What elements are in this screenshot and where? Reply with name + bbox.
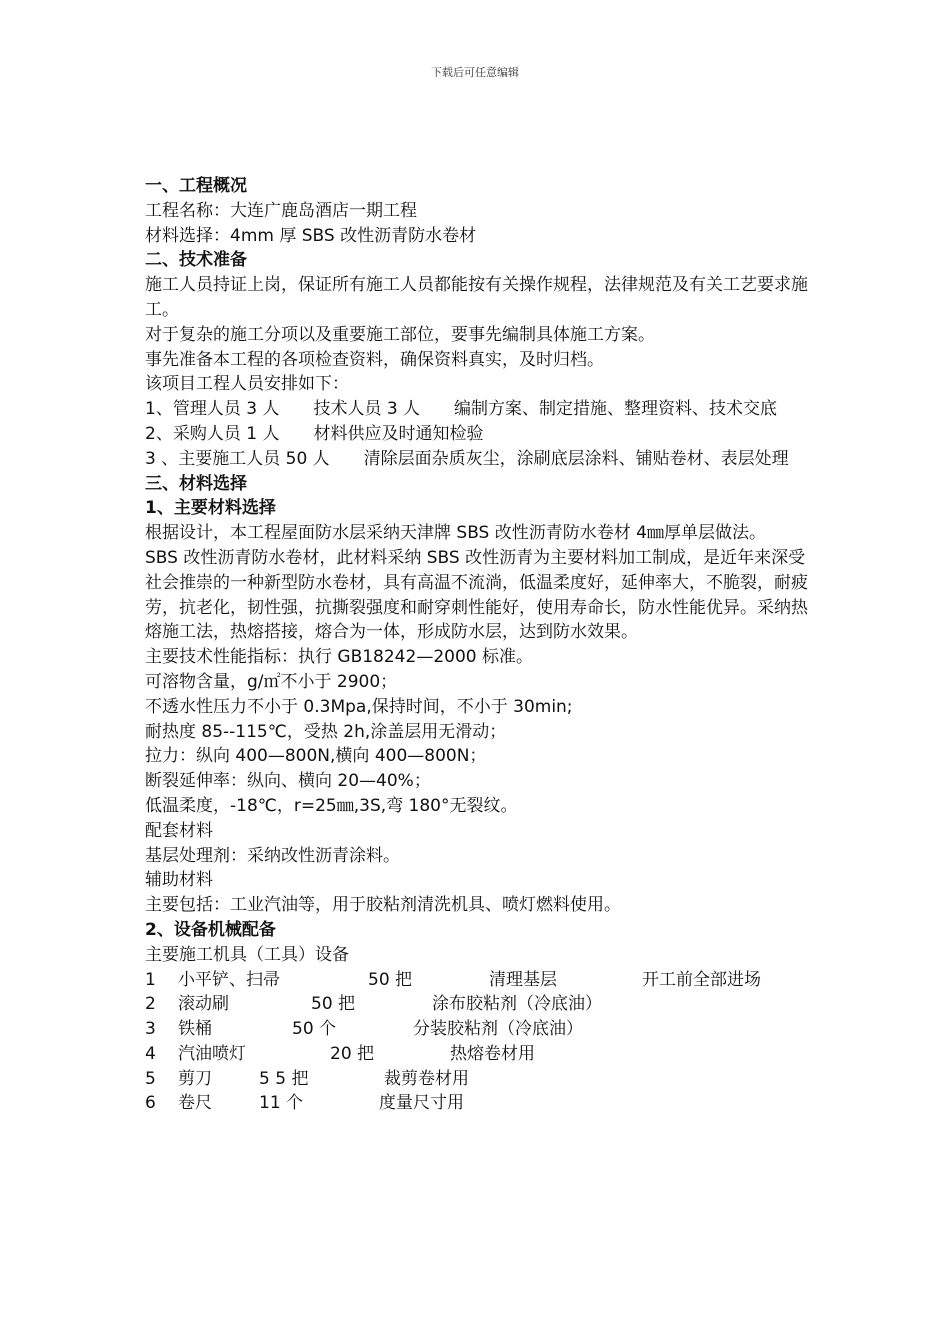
equipment-qty: 50 个 bbox=[292, 1019, 337, 1040]
equipment-qty: 50 把 bbox=[311, 994, 356, 1015]
equipment-no: 4 bbox=[145, 1043, 156, 1064]
spec-item: 拉力：纵向 400—800N,横向 400—800N； bbox=[145, 746, 487, 767]
paragraph: 事先准备本工程的各项检查资料，确保资料真实，及时归档。 bbox=[145, 349, 604, 370]
paragraph: 配套材料 bbox=[145, 820, 213, 841]
equipment-qty: 20 把 bbox=[330, 1043, 375, 1064]
spec-item: 不透水性压力不小于 0.3Mpa,保持时间，不小于 30min; bbox=[145, 696, 573, 717]
equipment-name: 铁桶 bbox=[178, 1019, 212, 1040]
staff-item: 1、管理人员 3 人 技术人员 3 人 编制方案、制定措施、整理资料、技术交底 bbox=[145, 399, 778, 420]
project-name: 工程名称：大连广鹿岛酒店一期工程 bbox=[145, 200, 417, 221]
paragraph: SBS 改性沥青防水卷材，此材料采纳 SBS 改性沥青为主要材料加工制成，是近年来深受社会推崇的一种新型防水卷材，具有高温不流淌，低温柔度好，延伸率大，不脆裂，耐疲劳，抗老化，韧性强，抗撕裂强度和耐穿刺性能好，使用寿命长，防水性能优异。采纳热熔施工法，热熔搭接，熔合为一体，形成防水层，达到防水效果。 bbox=[145, 547, 808, 643]
spec-item: 耐热度 85--115℃，受热 2h,涂盖层用无滑动； bbox=[145, 721, 507, 742]
paragraph: 主要施工机具（工具）设备 bbox=[145, 944, 349, 965]
section-heading-overview: 一、工程概况 bbox=[145, 176, 247, 196]
equipment-row bbox=[145, 968, 810, 993]
equipment-use: 分装胶粘剂（冷底油） bbox=[413, 1019, 583, 1040]
equipment-qty: 50 把 bbox=[368, 969, 413, 990]
equipment-row bbox=[145, 1067, 810, 1092]
staff-item: 2、采购人员 1 人 材料供应及时通知检验 bbox=[145, 423, 484, 444]
paragraph: 对于复杂的施工分项以及重要施工部位，要事先编制具体施工方案。 bbox=[145, 324, 655, 345]
equipment-use: 清理基层 bbox=[489, 969, 557, 990]
subheading-main-materials: 1、主要材料选择 bbox=[145, 498, 276, 519]
equipment-no: 5 bbox=[145, 1068, 156, 1089]
spec-item: 可溶物含量，g/㎡不小于 2900； bbox=[145, 671, 398, 692]
equipment-qty: 5 5 把 bbox=[259, 1068, 309, 1089]
equipment-row bbox=[145, 1091, 810, 1116]
spec-item: 断裂延伸率：纵向、横向 20—40%； bbox=[145, 771, 431, 792]
equipment-row bbox=[145, 1017, 810, 1042]
equipment-use: 度量尺寸用 bbox=[379, 1093, 464, 1114]
equipment-no: 6 bbox=[145, 1093, 156, 1114]
equipment-name: 汽油喷灯 bbox=[178, 1043, 246, 1064]
subheading-equipment: 2、设备机械配备 bbox=[145, 919, 276, 940]
equipment-no: 2 bbox=[145, 994, 156, 1015]
equipment-use: 裁剪卷材用 bbox=[384, 1068, 469, 1089]
page-header: 下载后可任意编辑 bbox=[431, 66, 519, 79]
staff-item: 3 、主要施工人员 50 人 清除层面杂质灰尘，涂刷底层涂料、铺贴卷材、表层处理 bbox=[145, 448, 789, 469]
equipment-name: 剪刀 bbox=[178, 1068, 212, 1089]
section-heading-tech-prep: 二、技术准备 bbox=[145, 250, 247, 271]
equipment-use: 热熔卷材用 bbox=[450, 1043, 535, 1064]
spec-item: 主要技术性能指标：执行 GB18242—2000 标准。 bbox=[145, 647, 533, 668]
equipment-no: 1 bbox=[145, 969, 156, 990]
equipment-row bbox=[145, 992, 810, 1017]
equipment-no: 3 bbox=[145, 1019, 156, 1040]
equipment-row bbox=[145, 1042, 810, 1067]
equipment-name: 滚动刷 bbox=[178, 994, 229, 1015]
paragraph: 辅助材料 bbox=[145, 870, 213, 891]
paragraph: 基层处理剂：采纳改性沥青涂料。 bbox=[145, 845, 400, 866]
spec-item: 低温柔度，-18℃，r=25㎜,3S,弯 180°无裂纹。 bbox=[145, 795, 518, 816]
paragraph: 主要包括：工业汽油等，用于胶粘剂清洗机具、喷灯燃料使用。 bbox=[145, 895, 621, 916]
document-body bbox=[145, 174, 810, 1116]
equipment-qty: 11 个 bbox=[259, 1093, 304, 1114]
equipment-use: 涂布胶粘剂（冷底油） bbox=[432, 994, 602, 1015]
section-heading-materials: 三、材料选择 bbox=[145, 473, 247, 494]
material-choice: 材料选择：4mm 厚 SBS 改性沥青防水卷材 bbox=[145, 225, 477, 246]
paragraph: 根据设计，本工程屋面防水层采纳天津牌 SBS 改性沥青防水卷材 4㎜厚单层做法。 bbox=[145, 523, 766, 544]
equipment-name: 卷尺 bbox=[178, 1093, 212, 1114]
equipment-name: 小平铲、扫帚 bbox=[178, 969, 280, 990]
paragraph: 该项目工程人员安排如下： bbox=[145, 374, 349, 395]
paragraph: 施工人员持证上岗，保证所有施工人员都能按有关操作规程，法律规范及有关工艺要求施工。 bbox=[145, 275, 808, 320]
equipment-note: 开工前全部进场 bbox=[642, 969, 761, 990]
